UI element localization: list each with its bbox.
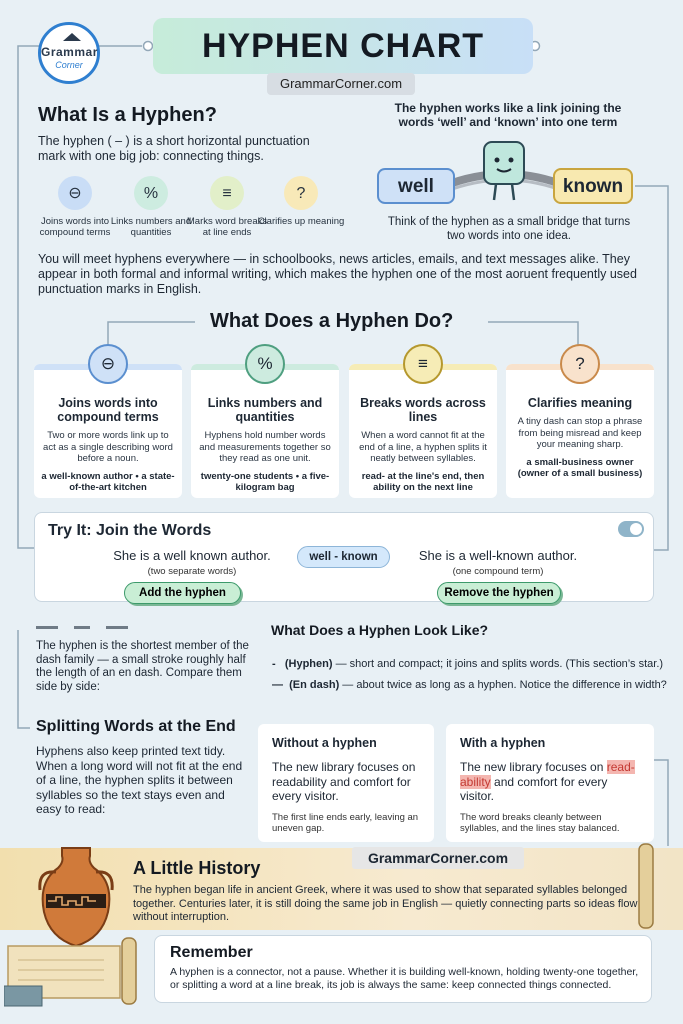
percent-icon: % bbox=[134, 176, 168, 210]
title-banner bbox=[153, 18, 533, 74]
speech-bubble-icon: ? bbox=[284, 176, 318, 210]
panel-body: The new library focuses on read- ability and comfort for every visitor. bbox=[460, 760, 635, 803]
speech-bubble-icon: ? bbox=[560, 344, 600, 384]
card-title: Joins words into compound terms bbox=[57, 396, 159, 424]
en-dash-mark: — bbox=[272, 679, 283, 691]
feature-clarifies bbox=[256, 176, 346, 227]
history-text: The hyphen began life in ancient Greek, where it was used to show that separated syllables belonged together. Centuries later, it is still doing the same job in English — quietly connecting parts so ideas flow without interruption. bbox=[133, 884, 638, 923]
try-it-title: Try It: Join the Words bbox=[48, 522, 212, 539]
card-desc: Hyphens hold number words and measurements together so they read as one unit. bbox=[199, 430, 331, 464]
panel-note: The first line ends early, leaving an uneven gap. bbox=[272, 811, 419, 834]
add-hyphen-button[interactable]: Add the hyphen bbox=[124, 582, 241, 604]
card-desc: A tiny dash can stop a phrase from being misread and keep your meaning sharp. bbox=[517, 416, 643, 450]
history-title: A Little History bbox=[133, 858, 261, 878]
splitting-title: Splitting Words at the End bbox=[36, 718, 236, 735]
with-hyphen-panel bbox=[446, 724, 654, 842]
remember-text: A hyphen is a connector, not a pause. Whether it is building well-known, holding twenty-one together, or splitting a word at a line break, its job is always the same: keep connected things connected. bbox=[170, 966, 639, 991]
card-desc: When a word cannot fit at the end of a line, a hyphen splits it neatly between syllables. bbox=[359, 430, 487, 464]
logo-line2: Corner bbox=[55, 60, 83, 70]
word-known: known bbox=[553, 168, 633, 204]
remember-title: Remember bbox=[170, 944, 253, 961]
toggle-switch[interactable] bbox=[618, 521, 644, 537]
page-title: HYPHEN CHART bbox=[201, 27, 485, 65]
without-hyphen-panel bbox=[258, 724, 434, 842]
link-icon: ⊖ bbox=[58, 176, 92, 210]
left-sub: (two separate words) bbox=[147, 566, 237, 577]
en-dash-row bbox=[272, 679, 667, 692]
hyphen-row bbox=[272, 658, 663, 671]
card-title: Breaks words across lines bbox=[360, 396, 486, 424]
scroll-icon bbox=[4, 930, 154, 1010]
hyphen-desc: — short and compact; it joins and splits words. (This section’s star.) bbox=[332, 658, 664, 670]
card-title: Clarifies meaning bbox=[527, 396, 633, 410]
bridge-mascot-icon bbox=[440, 140, 570, 210]
card-example: read- at the line's end, then ability on the next line bbox=[361, 470, 485, 493]
en-dash-desc: — about twice as long as a hyphen. Notice the difference in width? bbox=[339, 679, 667, 691]
card-example: twenty-one students • a five-kilogram bag bbox=[200, 470, 330, 493]
look-like-title: What Does a Hyphen Look Like? bbox=[271, 622, 489, 638]
panel-title: Without a hyphen bbox=[272, 736, 377, 750]
panel-note: The word breaks cleanly between syllables, and the lines stay balanced. bbox=[460, 811, 620, 834]
house-icon bbox=[63, 33, 81, 41]
feature-label: Links numbers and quantities bbox=[110, 216, 192, 238]
history-site-badge: GrammarCorner.com bbox=[352, 847, 524, 869]
card-compound bbox=[34, 364, 182, 498]
splitting-text: Hyphens also keep printed text tidy. When a long word will not fit at the end of a line, the hyphen splits it between syllables so the text stays even and easy to read: bbox=[36, 744, 243, 816]
panel-title: With a hyphen bbox=[460, 736, 546, 750]
card-clarifies bbox=[506, 364, 654, 498]
logo bbox=[38, 22, 100, 84]
usage-paragraph: You will meet hyphens everywhere — in schoolbooks, news articles, emails, and text messages alike. They appear in both formal and informal writing, which makes the hyphen one of the most aoruent frequently used punctuation marks in English. bbox=[38, 252, 637, 296]
highlight-read: read- bbox=[606, 760, 635, 774]
well-known-pill: well - known bbox=[297, 546, 390, 568]
hyphen-mark: - bbox=[272, 658, 276, 670]
panel-body: The new library focuses on readability and comfort for every visitor. bbox=[272, 760, 416, 803]
look-like-text: The hyphen is the shortest member of the dash family — a small stroke roughly half the length of an en dash. Compare them side by side: bbox=[36, 640, 249, 693]
logo-line1: Grammar bbox=[41, 45, 98, 59]
card-title: Links numbers and quantities bbox=[207, 396, 323, 424]
what-does-title: What Does a Hyphen Do? bbox=[210, 310, 454, 332]
card-numbers bbox=[191, 364, 339, 498]
highlight-ability: ability bbox=[460, 774, 491, 789]
card-example: a small-business owner (owner of a small business) bbox=[517, 456, 643, 479]
dash-decoration-icon bbox=[36, 626, 128, 629]
left-sentence: She is a well known author. bbox=[113, 548, 271, 563]
word-well: well bbox=[377, 168, 455, 204]
feature-label: Marks word breaks at line ends bbox=[186, 216, 268, 238]
hyphen-name: (Hyphen) bbox=[284, 658, 333, 670]
what-is-intro: The hyphen ( – ) is a short horizontal punctuation mark with one big job: connecting things. bbox=[38, 134, 310, 163]
line-break-icon: ≡ bbox=[210, 176, 244, 210]
card-breaks bbox=[349, 364, 497, 498]
percent-icon: % bbox=[245, 344, 285, 384]
bridge-note: Think of the hyphen as a small bridge that turns two words into one idea. bbox=[387, 216, 631, 242]
line-break-icon: ≡ bbox=[403, 344, 443, 384]
link-icon: ⊖ bbox=[88, 344, 128, 384]
en-dash-name: (En dash) bbox=[289, 679, 340, 691]
card-example: a well-known author • a state-of-the-art kitchen bbox=[41, 470, 175, 493]
right-sentence: She is a well-known author. bbox=[418, 548, 578, 563]
site-badge: GrammarCorner.com bbox=[267, 73, 415, 95]
remove-hyphen-button[interactable]: Remove the hyphen bbox=[437, 582, 561, 604]
feature-label: Clarifies up meaning bbox=[257, 216, 345, 227]
bridge-caption: The hyphen works like a link joining the words ‘well’ and ‘known’ into one term bbox=[394, 101, 622, 129]
feature-label: Joins words into compound terms bbox=[39, 216, 111, 238]
right-sub: (one compound term) bbox=[452, 566, 544, 577]
card-desc: Two or more words link up to act as a single describing word before a noun. bbox=[43, 430, 173, 464]
what-is-title: What Is a Hyphen? bbox=[38, 104, 217, 126]
